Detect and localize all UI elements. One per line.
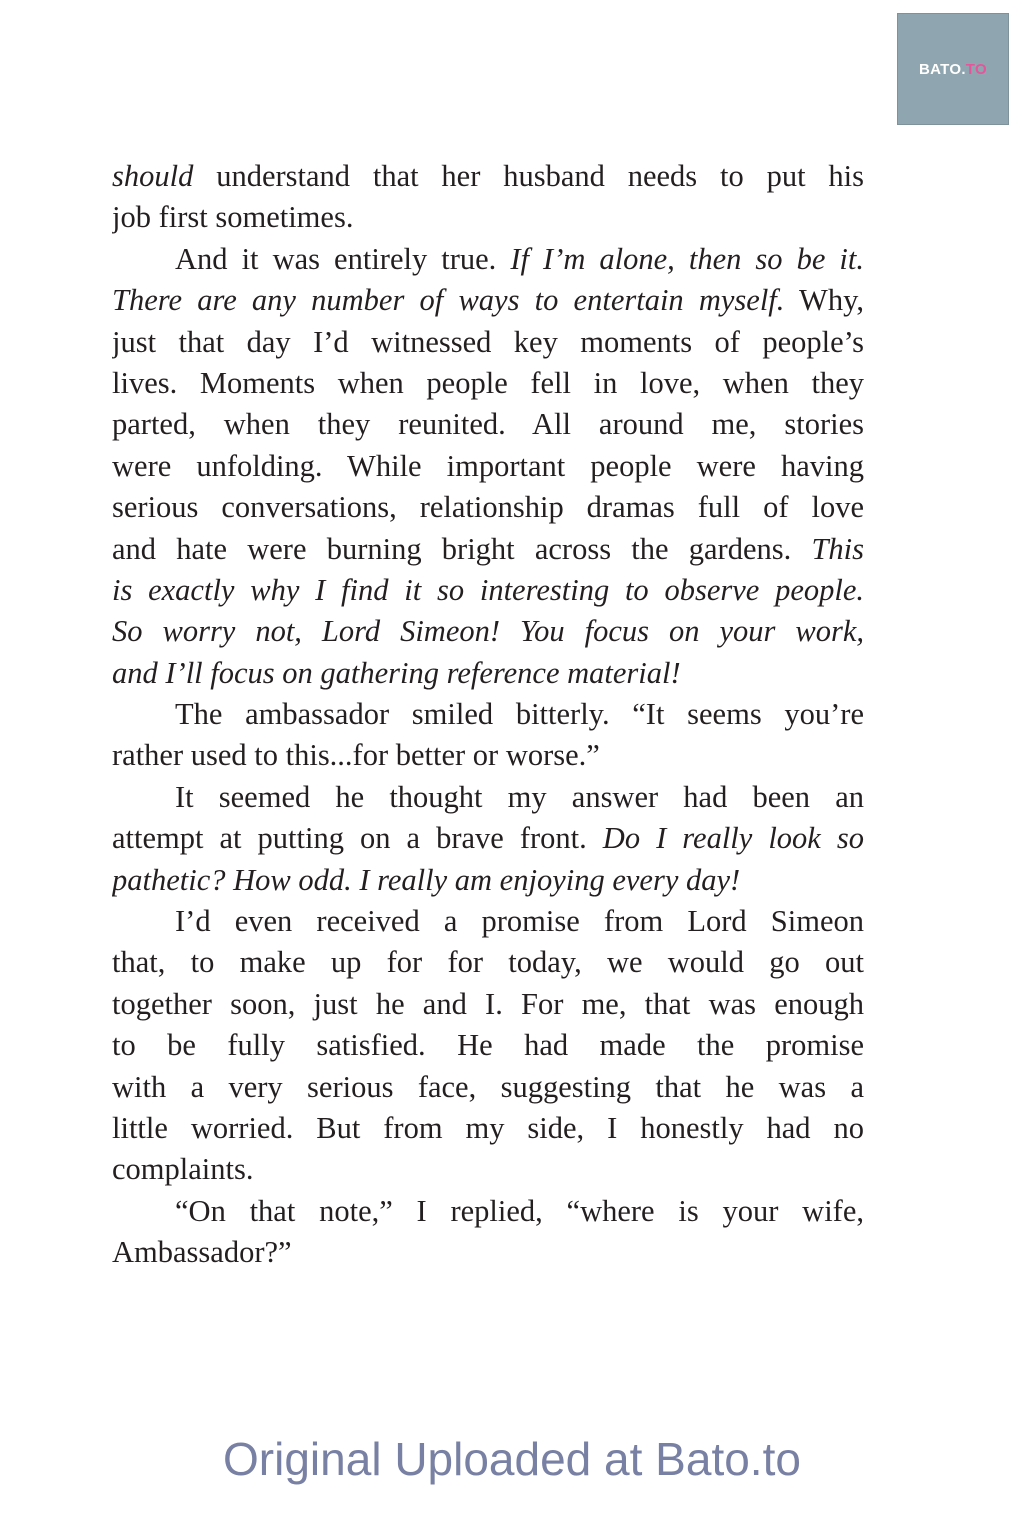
italic-text: There are any number of ways to entertain myself. (112, 283, 785, 318)
body-text: together soon, just he and I. For me, that was enough (112, 986, 864, 1021)
body-text: lives. Moments when people fell in love, when they (112, 365, 864, 400)
text-line (112, 322, 864, 363)
text-line (112, 777, 864, 818)
body-text: I’d even received a promise from Lord Simeon (175, 904, 864, 939)
italic-text: is exactly why I find it so interesting to observe people. (112, 572, 864, 607)
text-line (112, 818, 864, 859)
logo-text: BATO. (919, 60, 966, 78)
text-line (112, 1025, 864, 1066)
bato-watermark-logo (897, 13, 1009, 125)
body-text: to be fully satisfied. He had made the promise (112, 1028, 864, 1063)
text-line (112, 1067, 864, 1108)
text-line (112, 156, 864, 197)
text-line (112, 570, 864, 611)
text-line (112, 239, 864, 280)
body-text: Ambassador?” (112, 1235, 292, 1270)
body-text: little worried. But from my side, I honestly had no (112, 1110, 864, 1145)
text-line (112, 984, 864, 1025)
italic-text: So worry not, Lord Simeon! You focus on your work, (112, 614, 864, 649)
italic-text: should (112, 159, 194, 193)
text-line (112, 901, 864, 942)
italic-text: This (811, 531, 864, 566)
body-text: parted, when they reunited. All around me, stories (112, 407, 864, 442)
body-text: understand that her husband needs to put his (193, 159, 864, 193)
body-text: attempt at putting on a brave front. (112, 821, 603, 856)
body-text: Why, (784, 283, 864, 318)
text-line (112, 1191, 864, 1232)
text-line (112, 1149, 864, 1190)
body-text: with a very serious face, suggesting that he was a (112, 1069, 864, 1104)
italic-text: and I’ll focus on gathering reference material! (112, 655, 681, 690)
text-line (112, 942, 864, 983)
text-line (112, 487, 864, 528)
body-text: serious conversations, relationship dramas full of love (112, 490, 864, 525)
text-line (112, 735, 864, 776)
body-text: that, to make up for for today, we would go out (112, 945, 864, 980)
text-line (112, 363, 864, 404)
text-line (112, 611, 864, 652)
text-line (112, 1232, 864, 1273)
body-text: job first sometimes. (112, 200, 354, 235)
text-line (112, 529, 864, 570)
body-text: just that day I’d witnessed key moments of people’s (112, 324, 864, 359)
text-line (112, 404, 864, 445)
text-line (112, 860, 864, 901)
text-line (112, 280, 864, 321)
body-text: complaints. (112, 1152, 254, 1187)
italic-text: Do I really look so (602, 821, 864, 856)
italic-text: If I’m alone, then so be it. (510, 241, 864, 276)
text-line (112, 446, 864, 487)
italic-text: pathetic? How odd. I really am enjoying every day! (112, 862, 741, 897)
body-text: And it was entirely true. (175, 241, 511, 276)
body-text: The ambassador smiled bitterly. “It seems you’re (175, 697, 864, 732)
body-text: and hate were burning bright across the gardens. (112, 531, 812, 566)
text-line (112, 1108, 864, 1149)
body-text: were unfolding. While important people were having (112, 448, 864, 483)
body-text: rather used to this...for better or worse.” (112, 738, 600, 773)
text-line (112, 653, 864, 694)
upload-credit: Original Uploaded at Bato.to (223, 1433, 801, 1485)
logo-accent-text: TO (965, 60, 987, 78)
page-text (112, 156, 864, 1274)
text-line (112, 197, 864, 238)
text-line (112, 694, 864, 735)
body-text: It seemed he thought my answer had been an (175, 779, 864, 814)
body-text: “On that note,” I replied, “where is your wife, (175, 1193, 864, 1228)
